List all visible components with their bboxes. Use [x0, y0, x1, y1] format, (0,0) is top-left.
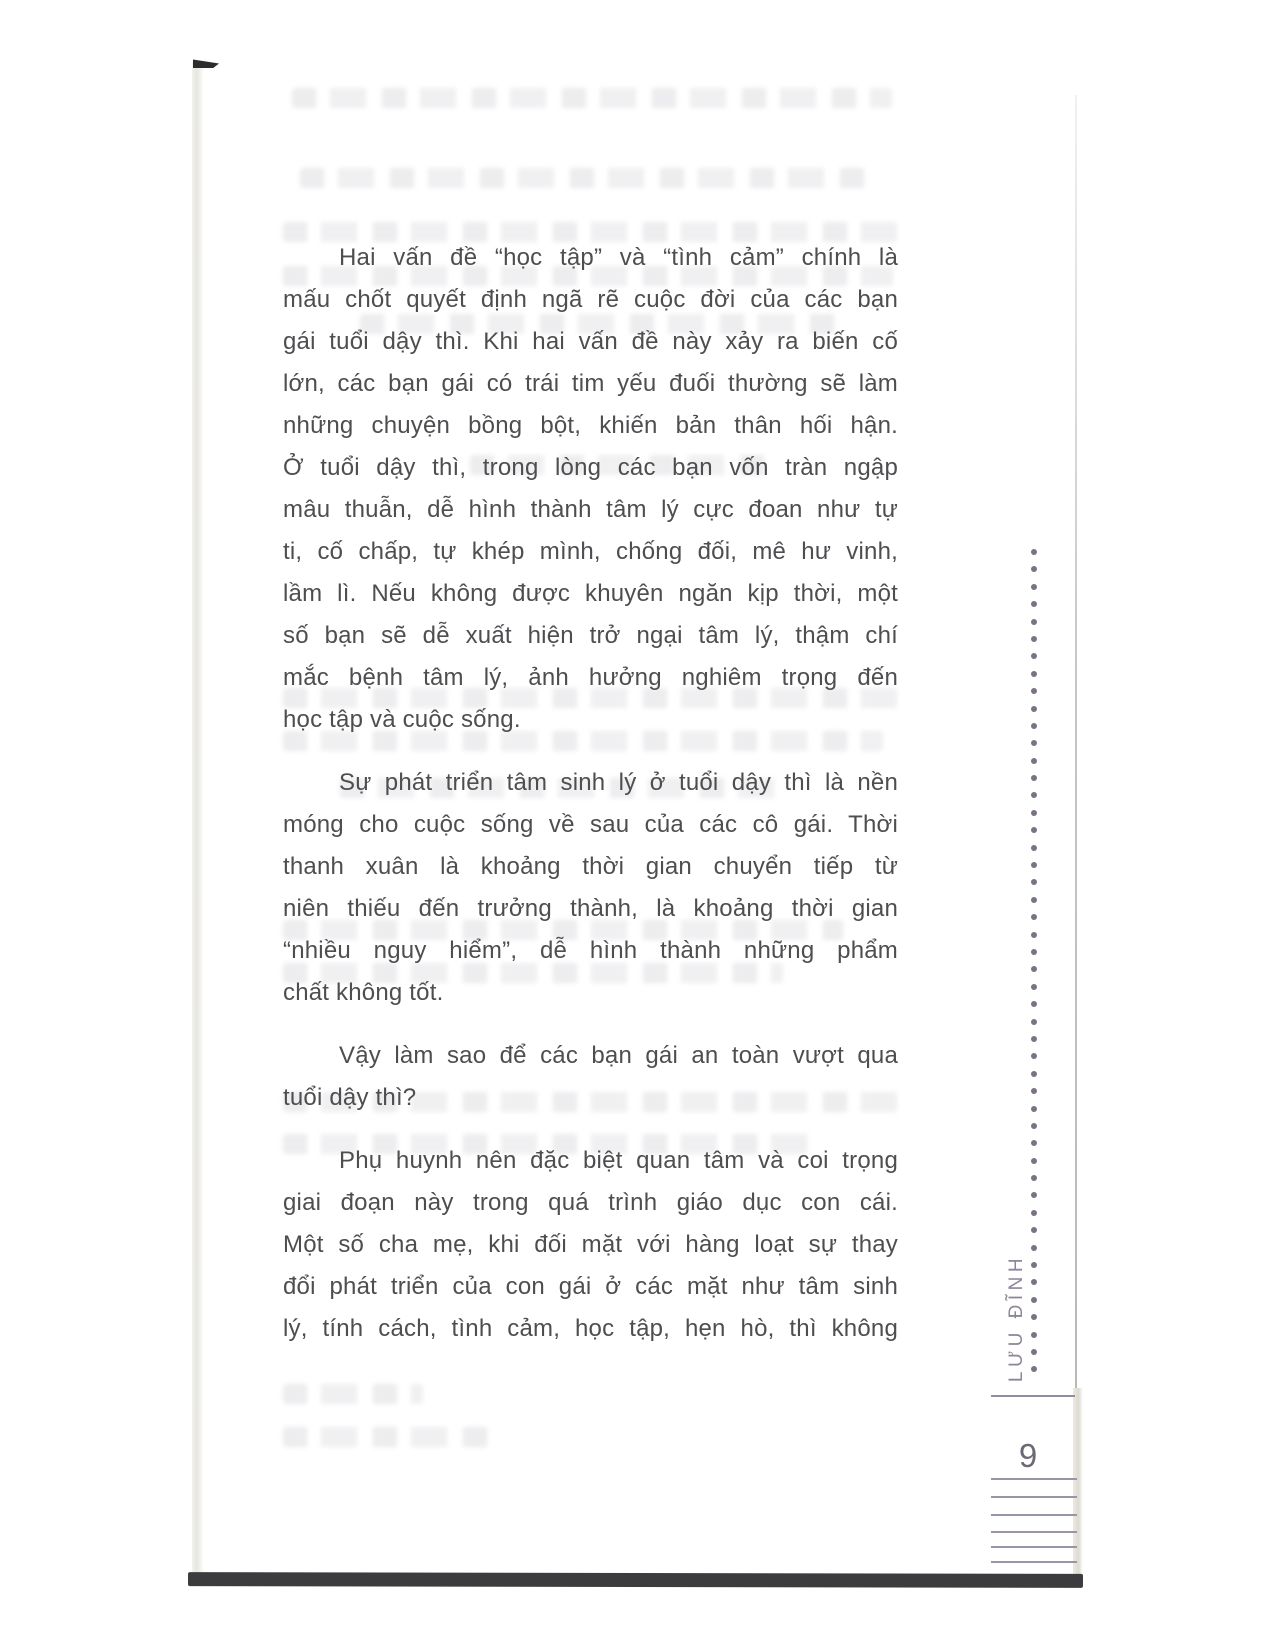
divider-dot [1031, 932, 1037, 938]
body-line: ti, cố chấp, tự khép mình, chống đối, mê hư vinh, [283, 538, 898, 565]
divider-dot [1031, 619, 1037, 625]
page-number: 9 [1018, 1437, 1038, 1474]
divider-dot [1031, 1192, 1037, 1198]
paragraph [283, 762, 898, 1014]
divider-dot [1031, 1332, 1037, 1338]
divider-dot [1031, 1297, 1037, 1303]
bleed-through-line [283, 1384, 423, 1404]
body-line: móng cho cuộc sống về sau của các cô gái. Thời [283, 811, 898, 838]
page-stack-line [991, 1496, 1077, 1498]
book-bottom-edge-shadow [188, 1572, 1083, 1588]
divider-dot [1031, 1106, 1037, 1112]
divider-dot [1031, 1088, 1037, 1094]
body-line: số bạn sẽ dễ xuất hiện trở ngại tâm lý, thậm chí [283, 622, 898, 649]
divider-dot [1031, 636, 1037, 642]
body-line: niên thiếu đến trưởng thành, là khoảng thời gian [283, 895, 898, 922]
page-left-edge [192, 62, 203, 1578]
divider-dot [1031, 723, 1037, 729]
divider-dot [1031, 584, 1037, 590]
divider-dot [1031, 1210, 1037, 1216]
divider-dot [1031, 1123, 1037, 1129]
divider-dot [1031, 1158, 1037, 1164]
divider-dot [1031, 1036, 1037, 1042]
divider-dot [1031, 845, 1037, 851]
body-line: gái tuổi dậy thì. Khi hai vấn đề này xảy ra biến cố [283, 328, 898, 355]
body-line: lầm lì. Nếu không được khuyên ngăn kịp thời, một [283, 580, 898, 607]
divider-dot [1031, 1349, 1037, 1355]
divider-dot [1031, 914, 1037, 920]
body-line: Sự phát triển tâm sinh lý ở tuổi dậy thì là nền [339, 769, 898, 796]
body-line: những chuyện bồng bột, khiến bản thân hối hận. [283, 412, 898, 439]
bleed-through-line [292, 88, 892, 108]
page-stack-line [991, 1561, 1077, 1563]
divider-dot [1031, 879, 1037, 885]
divider-dot [1031, 984, 1037, 990]
divider-dot [1031, 671, 1037, 677]
paragraph [283, 237, 898, 741]
paragraph [283, 1140, 898, 1350]
bleed-through-line [300, 168, 875, 188]
divider-dot [1031, 1019, 1037, 1025]
body-line: Hai vấn đề “học tập” và “tình cảm” chính là [339, 244, 898, 271]
text-block [283, 237, 898, 1350]
body-line: Một số cha mẹ, khi đối mặt với hàng loạt sự thay [283, 1231, 898, 1258]
divider-dot [1031, 601, 1037, 607]
body-line: “nhiều nguy hiểm”, dễ hình thành những phẩm [283, 937, 898, 964]
paragraph [283, 1035, 898, 1119]
page-stack-line [991, 1531, 1077, 1533]
divider-dot [1031, 1071, 1037, 1077]
body-line: đổi phát triển của con gái ở các mặt như tâm sinh [283, 1273, 898, 1300]
divider-dot [1031, 1227, 1037, 1233]
divider-dot [1031, 897, 1037, 903]
divider-dot [1031, 1001, 1037, 1007]
page-stack-line [991, 1514, 1077, 1516]
body-line: thanh xuân là khoảng thời gian chuyển tiếp từ [283, 853, 898, 880]
author-sidebar-label: LƯU ĐĨNH [1006, 1253, 1027, 1383]
body-line: Ở tuổi dậy thì, trong lòng các bạn vốn tràn ngập [283, 454, 898, 481]
body-line: chất không tốt. [283, 979, 444, 1006]
body-line: giai đoạn này trong quá trình giáo dục con cái. [283, 1189, 898, 1216]
body-line: Vậy làm sao để các bạn gái an toàn vượt qua [339, 1042, 898, 1069]
divider-dot [1031, 653, 1037, 659]
body-line: mắc bệnh tâm lý, ảnh hưởng nghiêm trọng đến [283, 664, 898, 691]
body-line: lớn, các bạn gái có trái tim yếu đuối thường sẽ làm [283, 370, 898, 397]
divider-dot [1031, 966, 1037, 972]
page-stack-line [991, 1546, 1077, 1548]
divider-dot [1031, 862, 1037, 868]
divider-dot [1031, 827, 1037, 833]
footer-rule [991, 1395, 1075, 1397]
divider-dot [1031, 1366, 1037, 1372]
divider-dot [1031, 688, 1037, 694]
body-line: học tập và cuộc sống. [283, 706, 521, 733]
divider-dot [1031, 758, 1037, 764]
divider-dot [1031, 549, 1037, 555]
divider-dot [1031, 792, 1037, 798]
body-line: mâu thuẫn, dễ hình thành tâm lý cực đoan như tự [283, 496, 898, 523]
dotted-divider [1031, 549, 1037, 1372]
bleed-through-line [283, 1427, 498, 1447]
divider-dot [1031, 706, 1037, 712]
divider-dot [1031, 1053, 1037, 1059]
divider-dot [1031, 810, 1037, 816]
divider-dot [1031, 1175, 1037, 1181]
divider-dot [1031, 1314, 1037, 1320]
divider-dot [1031, 1245, 1037, 1251]
body-line: tuổi dậy thì? [283, 1084, 417, 1111]
divider-dot [1031, 1262, 1037, 1268]
page-stack-line [991, 1478, 1077, 1480]
body-line: lý, tính cách, tình cảm, học tập, hẹn hò, thì không [283, 1315, 898, 1342]
divider-dot [1031, 775, 1037, 781]
divider-dot [1031, 1140, 1037, 1146]
divider-dot [1031, 1279, 1037, 1285]
body-line: mấu chốt quyết định ngã rẽ cuộc đời của các bạn [283, 286, 898, 313]
page-right-edge [1075, 95, 1077, 1575]
divider-dot [1031, 566, 1037, 572]
top-left-corner-mark [193, 58, 219, 68]
divider-dot [1031, 740, 1037, 746]
divider-dot [1031, 949, 1037, 955]
body-line: Phụ huynh nên đặc biệt quan tâm và coi trọng [339, 1147, 898, 1174]
